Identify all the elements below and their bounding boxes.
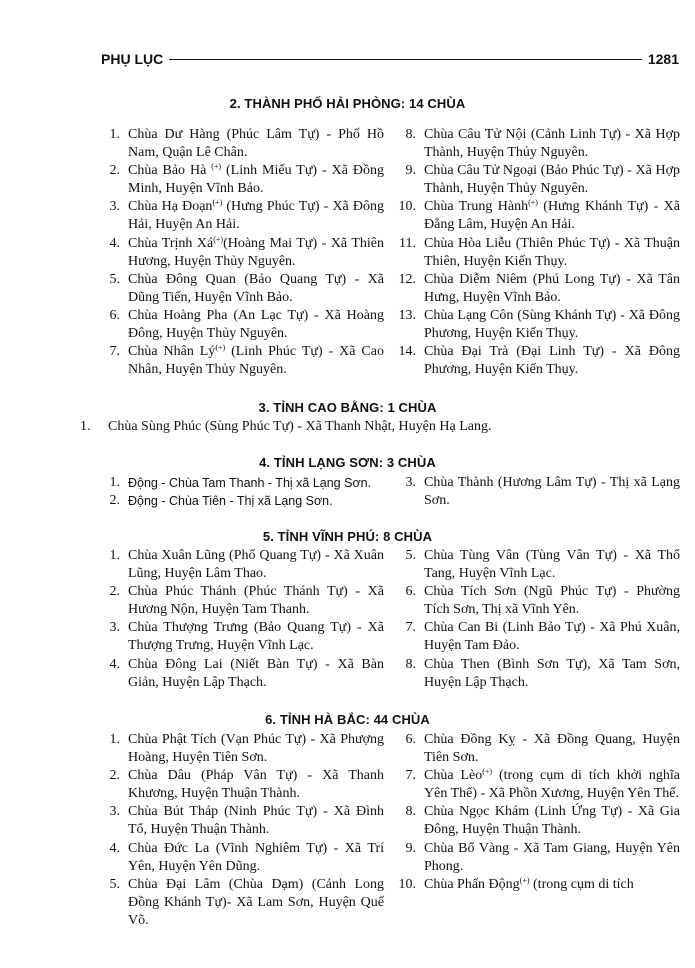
item-text: [424, 767, 680, 803]
list-column-left: [102, 474, 384, 510]
item-number: 14.: [398, 344, 416, 360]
listed-mark: (+): [519, 875, 530, 885]
item-text: [128, 198, 384, 234]
item-number: 1.: [109, 127, 120, 142]
list-item: [102, 547, 384, 583]
item-number: 3.: [109, 620, 120, 636]
item-text-end: (Hoàng Mai Tự) - Xã Thiên Hương, Huyện Thủy Nguyên.: [128, 235, 384, 269]
list-item: [102, 876, 384, 930]
section-title: 2. THÀNH PHỐ HẢI PHÒNG: 14 CHÙA: [229, 96, 466, 111]
list-item: [398, 271, 680, 307]
item-number: 5.: [109, 876, 120, 892]
list-column-right: [398, 126, 680, 379]
list-item: [102, 474, 384, 492]
section-title: 6. TỈNH HÀ BẮC: 44 CHÙA: [265, 712, 430, 727]
running-header: [101, 49, 679, 69]
list-item: [102, 492, 384, 510]
list-item: [102, 235, 384, 271]
list-item: [398, 656, 680, 692]
list-column-left: [102, 126, 384, 379]
list-item: [398, 767, 680, 803]
item-number: 1.: [80, 419, 91, 434]
listed-mark: (+): [215, 343, 226, 353]
item-number: 6.: [405, 584, 416, 600]
list-item: [102, 271, 384, 307]
item-text-start: Chùa Phấn Động: [424, 876, 520, 892]
list-item: [398, 583, 680, 619]
section-title: 4. TỈNH LẠNG SƠN: 3 CHÙA: [259, 455, 436, 470]
list-item: [102, 198, 384, 234]
item-text: Chùa Hoàng Pha (An Lạc Tự) - Xã Hoàng Đông, Huyện Thủy Nguyên.: [128, 307, 384, 342]
item-text-end: (Linh Phúc Tự) - Xã Cao Nhân, Huyện Thủy Nguyên.: [128, 344, 384, 378]
item-text: Chùa Thượng Trưng (Bảo Quang Tự) - Xã Thượng Trưng, Huyện Vĩnh Lạc.: [128, 620, 384, 654]
header-title: PHỤ LỤC: [101, 51, 164, 67]
listed-mark: (+): [212, 198, 223, 208]
item-text: Chùa Câu Tử Nội (Cảnh Linh Tự) - Xã Hợp Thành, Huyện Thủy Nguyên.: [424, 127, 680, 161]
item-number: 1.: [109, 732, 120, 747]
list-item: [398, 803, 680, 839]
item-number: 1.: [109, 548, 120, 563]
list-item: [102, 731, 384, 767]
item-number: 6.: [109, 307, 120, 323]
item-number: 4.: [109, 840, 120, 856]
item-number: 11.: [399, 235, 416, 251]
item-number: 2.: [109, 493, 120, 509]
item-text: [424, 876, 680, 894]
item-number: 8.: [405, 656, 416, 672]
item-text: Chùa Phật Tích (Vạn Phúc Tự) - Xã Phượng Hoàng, Huyện Tiên Sơn.: [128, 732, 384, 766]
item-number: 5.: [109, 271, 120, 287]
item-text: Chùa Ngọc Khám (Linh Ứng Tự) - Xã Gia Đông, Huyện Thuận Thành.: [424, 804, 680, 838]
item-text: Chùa Phúc Thánh (Phúc Thánh Tự) - Xã Hương Nộn, Huyện Tam Thanh.: [128, 584, 384, 618]
listed-mark: (+): [482, 767, 493, 777]
list-item: [398, 547, 680, 583]
item-text: Chùa Đông Quan (Bảo Quang Tự) - Xã Dũng Tiến, Huyện Vĩnh Bảo.: [128, 271, 384, 305]
item-number: 3.: [109, 199, 120, 215]
list-item: [398, 343, 680, 379]
item-number: 7.: [405, 620, 416, 636]
item-number: 12.: [398, 271, 416, 287]
list-item: [102, 126, 384, 162]
item-text-end: (trong cụm di tích khởi nghĩa Yên Thế) - Xã Phồn Xương, Huyện Yên Thế.: [424, 768, 680, 802]
list-item: [102, 162, 384, 198]
item-text-start: Chùa Trung Hành: [424, 199, 529, 215]
item-number: 9.: [405, 163, 416, 179]
item-text: Chùa Then (Bình Sơn Tự), Xã Tam Sơn, Huyện Lập Thạch.: [424, 656, 680, 690]
item-text: Chùa Dâu (Pháp Vân Tự) - Xã Thanh Khương, Huyện Thuận Thành.: [128, 768, 384, 802]
item-number: 8.: [405, 804, 416, 820]
item-text: Chùa Dư Hàng (Phúc Lâm Tự) - Phố Hồ Nam, Quận Lê Chân.: [128, 127, 384, 161]
list-item: [398, 307, 680, 343]
item-number: 2.: [109, 163, 120, 179]
listed-mark: (+): [528, 198, 538, 208]
listed-mark: (+): [211, 162, 222, 172]
item-text-start: Chùa Lèo: [424, 768, 483, 784]
list-item: [398, 731, 680, 767]
item-text: Chùa Đại Lâm (Chùa Dạm) (Cảnh Long Đồng Khánh Tự)- Xã Lam Sơn, Huyện Quế Võ.: [128, 876, 384, 928]
item-text: Chùa Câu Tử Ngoại (Bảo Phúc Tự) - Xã Hợp Thành, Huyện Thủy Nguyên.: [424, 163, 680, 197]
item-text: Chùa Đại Trà (Đại Linh Tự) - Xã Đông Phương, Huyện Kiến Thụy.: [424, 344, 680, 378]
list-item: [80, 418, 491, 436]
item-text: [128, 235, 384, 271]
list-item: [398, 474, 680, 510]
list-item: [398, 235, 680, 271]
section-title: 3. TỈNH CAO BẰNG: 1 CHÙA: [258, 400, 437, 415]
item-text: Chùa Tích Sơn (Ngũ Phúc Tự) - Phường Tích Sơn, Thị xã Vĩnh Yên.: [424, 584, 680, 618]
list-item: [102, 656, 384, 692]
list-item: [398, 126, 680, 162]
list-item: [102, 619, 384, 655]
item-text: Chùa Can Bi (Linh Bảo Tự) - Xã Phú Xuân, Huyện Tam Đảo.: [424, 620, 680, 654]
item-text: Chùa Bút Tháp (Ninh Phúc Tự) - Xã Đình Tổ, Huyện Thuận Thành.: [128, 804, 384, 838]
list-column-right: [398, 731, 680, 894]
item-number: 10.: [398, 199, 416, 215]
item-text: Chùa Đức La (Vĩnh Nghiêm Tự) - Xã Trí Yên, Huyện Yên Dũng.: [128, 840, 384, 874]
item-number: 3.: [405, 475, 416, 490]
list-item: [398, 840, 680, 876]
list-item: [102, 343, 384, 379]
list-column-right: [398, 474, 680, 510]
item-number: 8.: [405, 127, 416, 142]
list-item: [102, 583, 384, 619]
header-rule: [169, 59, 642, 60]
list-item: [102, 307, 384, 343]
item-number: 7.: [405, 768, 416, 784]
item-text: [424, 198, 680, 234]
item-text-end: (trong cụm di tích: [529, 876, 634, 892]
list-item: [102, 767, 384, 803]
item-number: 10.: [398, 876, 416, 892]
section-title: 5. TỈNH VĨNH PHÚ: 8 CHÙA: [262, 529, 433, 544]
item-text: Chùa Thành (Hương Lâm Tự) - Thị xã Lạng Sơn.: [424, 475, 680, 509]
page-number: 1281: [647, 51, 679, 67]
item-text-end: (Hưng Khánh Tự) - Xã Đằng Lâm, Huyện An Hải.: [424, 199, 680, 233]
item-number: 4.: [109, 235, 120, 251]
item-number: 5.: [405, 548, 416, 563]
item-number: 4.: [109, 656, 120, 672]
list-item: [398, 198, 680, 234]
item-text-start: Chùa Hạ Đoạn: [128, 199, 213, 215]
item-number: 6.: [405, 732, 416, 747]
item-text-start: Chùa Nhân Lý: [128, 344, 216, 360]
item-text: Động - Chùa Tiên - Thị xã Lạng Sơn.: [128, 494, 333, 509]
item-text: Chùa Xuân Lũng (Phổ Quang Tự) - Xã Xuân Lũng, Huyện Lâm Thao.: [128, 548, 384, 582]
list-item: [102, 840, 384, 876]
item-text-end: (Linh Miếu Tự) - Xã Đồng Minh, Huyện Vĩnh Bảo.: [128, 163, 384, 197]
item-text: Chùa Tùng Vân (Tùng Vân Tự) - Xã Thổ Tang, Huyện Vĩnh Lạc.: [424, 548, 680, 582]
item-number: 7.: [109, 344, 120, 360]
list-item: [398, 162, 680, 198]
item-number: 9.: [405, 840, 416, 856]
list-column-left: [102, 547, 384, 692]
list-item: [398, 619, 680, 655]
list-item: [398, 876, 680, 894]
listed-mark: (+): [213, 234, 224, 244]
item-number: 1.: [109, 475, 120, 490]
item-text-start: Chùa Trịnh Xá: [128, 235, 214, 251]
item-text: Chùa Bổ Vàng - Xã Tam Giang, Huyện Yên Phong.: [424, 840, 680, 874]
item-text: Chùa Diễm Niêm (Phú Long Tự) - Xã Tân Hưng, Huyện Vĩnh Bảo.: [424, 271, 680, 305]
item-text: [128, 162, 384, 198]
item-text: Chùa Hòa Liễu (Thiên Phúc Tự) - Xã Thuận Thiên, Huyện Kiến Thụy.: [424, 235, 680, 269]
item-number: 2.: [109, 768, 120, 784]
item-number: 13.: [398, 307, 416, 323]
list-item: [102, 803, 384, 839]
item-text: Chùa Lạng Côn (Sùng Khánh Tự) - Xã Đông Phương, Huyện Kiến Thụy.: [424, 307, 680, 342]
item-text-start: Chùa Bảo Hà: [128, 163, 212, 179]
item-text: Chùa Đồng Kỵ - Xã Đồng Quang, Huyện Tiên Sơn.: [424, 732, 680, 766]
item-number: 2.: [109, 584, 120, 600]
item-text: Động - Chùa Tam Thanh - Thị xã Lạng Sơn.: [128, 476, 372, 490]
list-column-right: [398, 547, 680, 692]
item-text-end: (Hưng Phúc Tự) - Xã Đông Hải, Huyện An Hải.: [128, 199, 384, 233]
item-text: Chùa Sùng Phúc (Sùng Phúc Tự) - Xã Thanh Nhật, Huyện Hạ Lang.: [108, 419, 492, 434]
item-text: Chùa Đông Lai (Niết Bàn Tự) - Xã Bàn Giản, Huyện Lập Thạch.: [128, 656, 384, 690]
list-column-left: [102, 731, 384, 930]
item-text: [128, 343, 384, 379]
item-number: 3.: [109, 804, 120, 820]
